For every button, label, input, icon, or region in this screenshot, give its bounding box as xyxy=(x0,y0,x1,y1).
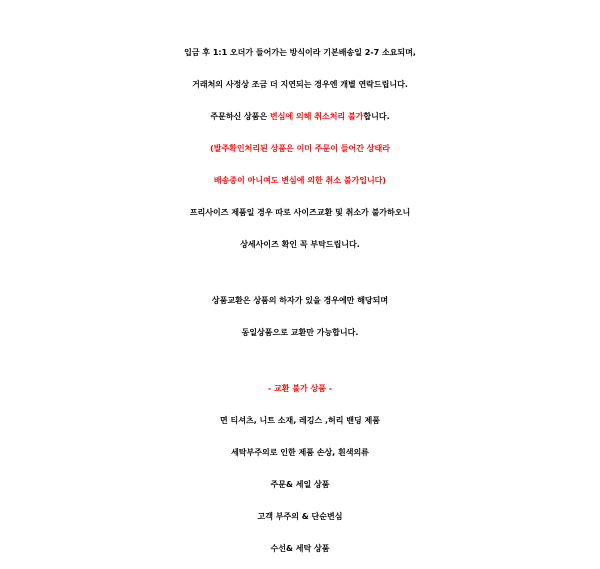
exchange-only-text: 동일상품으로 교환만 가능합니다. xyxy=(241,328,359,337)
cancel-policy-text xyxy=(0,108,600,126)
excluded-item: 고객 부주의 & 단순변심 xyxy=(257,512,343,521)
order-confirmed-note-line2: 배송중이 아니여도 변심에 의한 취소 불가입니다) xyxy=(213,176,387,185)
exchange-excluded-heading: - 교환 불가 상품 - xyxy=(267,384,333,393)
cancel-policy-highlight: 변심에 의해 취소처리 불가 xyxy=(270,112,364,121)
delivery-period-text: 입금 후 1:1 오더가 들어가는 방식이라 기본배송일 2-7 소요되며, xyxy=(184,48,416,57)
cancel-policy-prefix: 주문하신 상품은 xyxy=(210,112,271,121)
excluded-item: 주문& 세일 상품 xyxy=(270,480,330,489)
excluded-item: 면 티셔츠, 니트 소재, 레깅스 ,허리 밴딩 제품 xyxy=(220,416,380,425)
excluded-item: 세탁부주의로 인한 제품 손상, 흰색의류 xyxy=(231,448,369,457)
order-confirmed-note-line1: (발주확인처리된 상품은 이미 주문이 들어간 상태라 xyxy=(210,144,390,153)
free-size-notice: 프리사이즈 제품일 경우 따로 사이즈교환 및 취소가 불가하오니 xyxy=(189,208,411,217)
cancel-policy-suffix: 합니다. xyxy=(363,112,390,121)
excluded-item: 수선& 세탁 상품 xyxy=(270,544,330,553)
exchange-policy-text: 상품교환은 상품의 하자가 있을 경우에만 해당되며 xyxy=(211,296,389,305)
delay-contact-text: 거래처의 사정상 조금 더 지연되는 경우엔 개별 연락드립니다. xyxy=(192,80,408,89)
size-check-request: 상세사이즈 확인 꼭 부탁드립니다. xyxy=(240,240,360,249)
